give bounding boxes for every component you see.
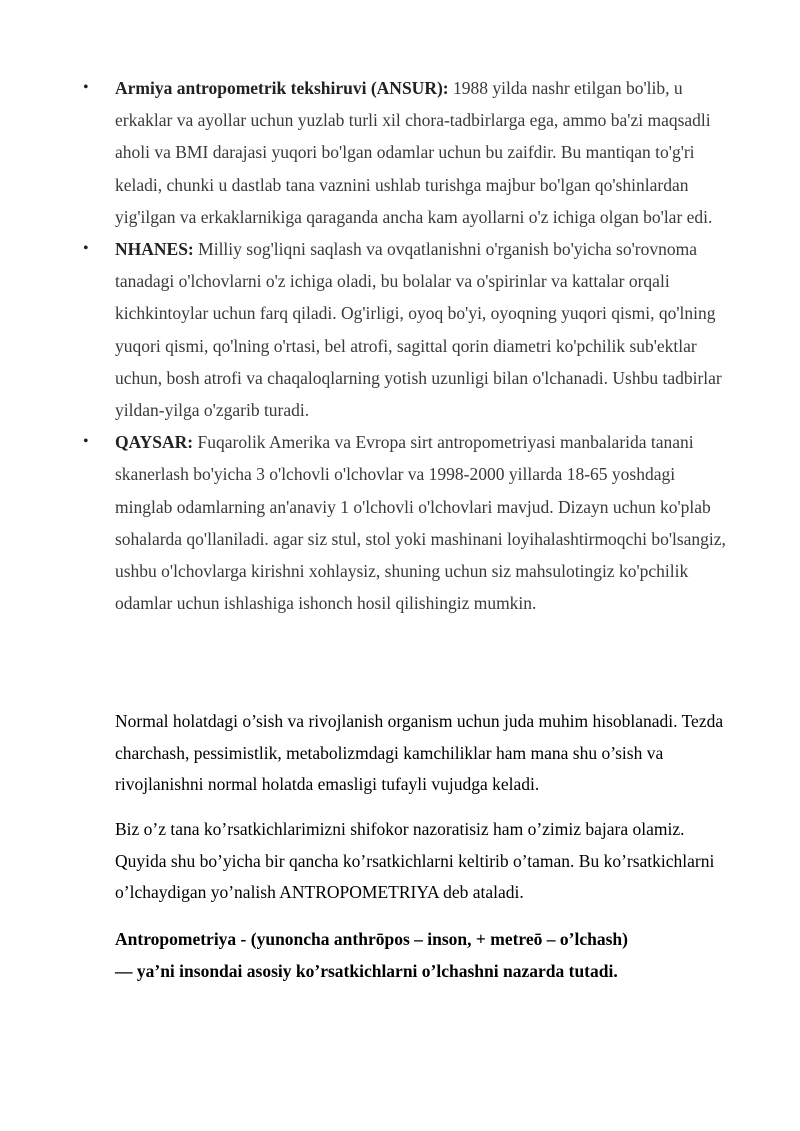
paragraph-self-measurement: Biz o’z tana ko’rsatkichlarimizni shifokor nazoratisiz ham o’zimiz bajara olamiz. Quyida shu bo’yicha bir qancha ko’rsatkichlarni keltirib o’taman. Bu ko’rsatkichlarni o’lchaydigan yo’nalish ANTROPOMETRIYA deb ataladi.: [115, 819, 715, 902]
list-item-text: Milliy sog'liqni saqlash va ovqatlanishni o'rganish bo'yicha so'rovnoma tanadagi o'lchovlarni o'z ichiga oladi, bu bolalar va o'spirinlar va kattalar orqali kichkintoylar uchun farq qiladi. Og'irligi, oyoq bo'yi, oyoqning yuqori qismi, qo'lning yuqori qismi, qo'lning o'rtasi, bel atrofi, sagittal qorin diametri ko'pchilik sub'ektlar uchun, bosh atrofi va chaqaloqlarning yotish uzunligi bilan o'lchanadi. Ushbu tadbirlar yildan-yilga o'zgarib turadi.: [115, 239, 722, 421]
list-item-text: 1988 yilda nashr etilgan bo'lib, u erkaklar va ayollar uchun yuzlab turli xil chora-tadbirlarga ega, ammo ba'zi maqsadli aholi va BMI darajasi yuqori bo'lgan odamlar uchun bu zaifdir. Bu mantiqan to'g'ri keladi, chunki u dastlab tana vaznini ushlab turishga majbur bo'lgan qo'shinlardan yig'ilgan va erkaklarnikiga qaraganda ancha kam ayollarni o'z ichiga olgan bo'lar edi.: [115, 78, 713, 227]
paragraph-growth: Normal holatdagi o’sish va rivojlanish organism uchun juda muhim hisoblanadi. Tezda charchash, pessimistlik, metabolizmdagi kamchiliklar ham mana shu o’sish va rivojlanishni normal holatda emasligi tufayli vujudga keladi.: [115, 711, 724, 794]
list-item-qaysar: [80, 426, 730, 619]
bullet-icon: •: [83, 240, 89, 258]
list-item-term: QAYSAR:: [115, 432, 194, 453]
definition-line-1: Antropometriya - (yunoncha anthrōpos – inson, + metreō – o’lchash): [115, 929, 628, 949]
data-sources-list: [80, 72, 730, 619]
list-item-term: NHANES:: [115, 239, 194, 260]
bullet-icon: •: [83, 79, 89, 96]
list-item-term: Armiya antropometrik tekshiruvi (ANSUR):: [115, 78, 449, 98]
definition-line-2: — ya’ni insondai asosiy ko’rsatkichlarni o’lchashni nazarda tutadi.: [115, 960, 618, 981]
list-item-ansur: [80, 72, 730, 233]
list-item-nhanes: [80, 233, 730, 426]
bullet-icon: •: [83, 433, 89, 451]
list-item-text: Fuqarolik Amerika va Evropa sirt antropometriyasi manbalarida tanani skanerlash bo'yicha 3 o'lchovli o'lchovlar va 1998-2000 yillarda 18-65 yoshdagi minglab odamlarning an'anaviy 1 o'lchovli o'lchovlari mavjud. Dizayn uchun ko'plab sohalarda qo'llaniladi. agar siz stul, stol yoki mashinani loyihalashtirmoqchi bo'lsangiz, ushbu o'lchovlarga kirishni xohlaysiz, shuning uchun siz mahsulotingiz ko'pchilik odamlar uchun ishlashiga ishonch hosil qilishingiz mumkin.: [115, 432, 726, 614]
paragraph-definition: [115, 924, 735, 987]
